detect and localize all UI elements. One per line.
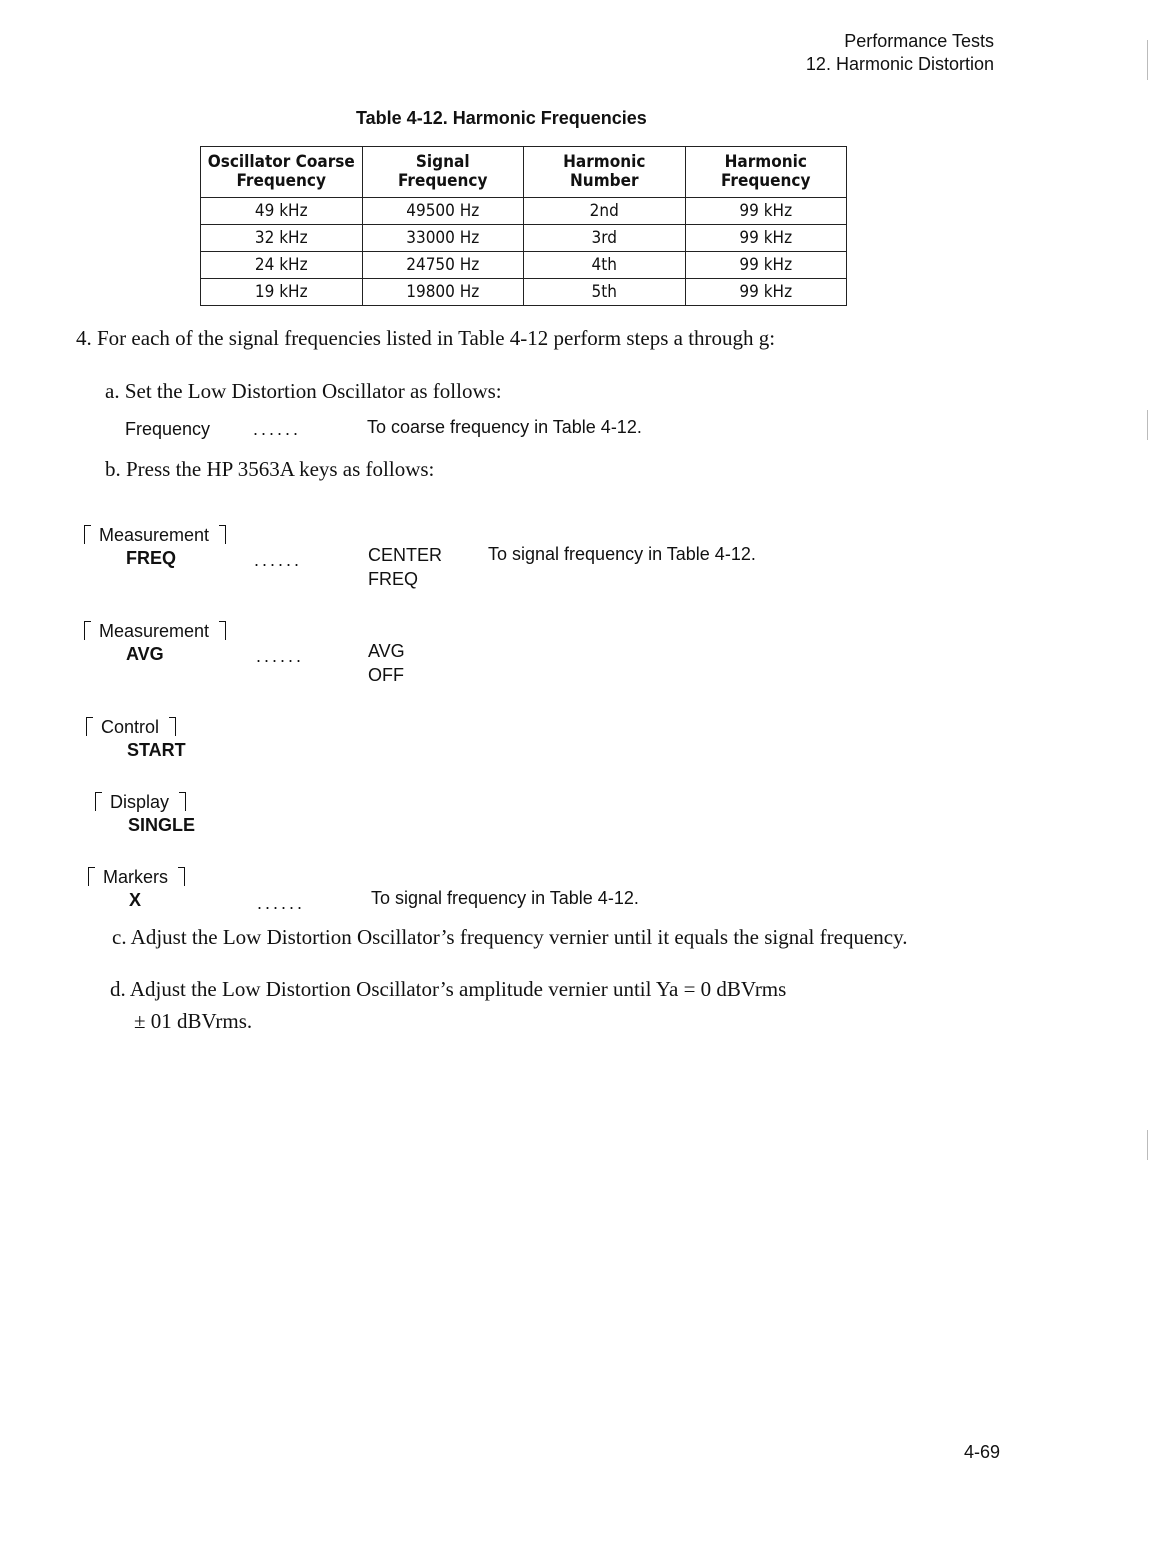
osc-frequency-label: Frequency: [125, 419, 211, 439]
table-cell: 3rd: [524, 225, 686, 252]
key-group-markers: Markers: [88, 867, 185, 888]
key-freq-dots: ......: [254, 550, 303, 570]
step-d-line1: d. Adjust the Low Distortion Oscillator’s amplitude vernier until Ya = 0 dBVrms: [110, 977, 787, 1001]
marker-x-note: To signal frequency in Table 4-12.: [371, 888, 639, 908]
bracket-right-icon: [179, 792, 186, 811]
scan-edge-mark: [1147, 40, 1148, 80]
key-x[interactable]: X: [129, 890, 142, 910]
table-cell: 99 kHz: [685, 225, 847, 252]
table-cell: 19 kHz: [201, 279, 363, 306]
table-row: [201, 225, 847, 252]
step-c-text: c. Adjust the Low Distortion Oscillator’s frequency vernier until it equals the signal frequency.: [112, 925, 908, 949]
table-header-row: [201, 147, 847, 198]
osc-frequency-dots: ......: [253, 419, 302, 439]
softkey-avg-off-line2[interactable]: OFF: [368, 665, 404, 685]
softkey-center-freq-line1[interactable]: CENTER: [368, 545, 443, 565]
bracket-left-icon: [84, 525, 91, 544]
step-4-text: 4. For each of the signal frequencies listed in Table 4-12 perform steps a through g:: [76, 326, 776, 350]
key-group-control: Control: [86, 717, 176, 738]
table-cell: 99 kHz: [685, 252, 847, 279]
table-cell: 19800 Hz: [362, 279, 524, 306]
step-b-text: b. Press the HP 3563A keys as follows:: [105, 457, 435, 481]
bracket-left-icon: [84, 621, 91, 640]
table-row: [201, 198, 847, 225]
osc-frequency-value: To coarse frequency in Table 4-12.: [367, 417, 642, 437]
table-cell: 4th: [524, 252, 686, 279]
bracket-right-icon: [219, 621, 226, 640]
col-header-signal-freq: Signal Frequency: [362, 147, 524, 198]
table-cell: 24 kHz: [201, 252, 363, 279]
table-cell: 2nd: [524, 198, 686, 225]
table-row: [201, 279, 847, 306]
step-d-line2: ± 01 dBVrms.: [134, 1009, 253, 1033]
header-section: Performance Tests: [844, 31, 994, 51]
col-header-osc-coarse-freq: Oscillator Coarse Frequency: [201, 147, 363, 198]
key-group-measurement-2: Measurement: [84, 621, 226, 642]
table-row: [201, 252, 847, 279]
scan-edge-mark: [1147, 1130, 1148, 1160]
header-subsection: 12. Harmonic Distortion: [805, 54, 994, 74]
bracket-left-icon: [86, 717, 93, 736]
step-a-text: a. Set the Low Distortion Oscillator as follows:: [105, 379, 502, 403]
softkey-avg-off-line1[interactable]: AVG: [368, 641, 405, 661]
table-title: Table 4-12. Harmonic Frequencies: [356, 108, 647, 128]
table-cell: 32 kHz: [201, 225, 363, 252]
harmonic-frequencies-table: [200, 146, 847, 306]
table-cell: 24750 Hz: [362, 252, 524, 279]
table-cell: 33000 Hz: [362, 225, 524, 252]
table-cell: 49500 Hz: [362, 198, 524, 225]
key-single[interactable]: SINGLE: [128, 815, 196, 835]
scan-edge-mark: [1147, 410, 1148, 440]
col-header-harmonic-number: Harmonic Number: [524, 147, 686, 198]
bracket-right-icon: [219, 525, 226, 544]
col-header-harmonic-freq: Harmonic Frequency: [685, 147, 847, 198]
key-freq[interactable]: FREQ: [126, 548, 177, 568]
bracket-right-icon: [169, 717, 176, 736]
center-freq-note: To signal frequency in Table 4-12.: [488, 544, 756, 564]
bracket-right-icon: [178, 867, 185, 886]
key-start[interactable]: START: [127, 740, 186, 760]
table-cell: 49 kHz: [201, 198, 363, 225]
page-number: 4-69: [964, 1442, 1001, 1462]
table-cell: 99 kHz: [685, 279, 847, 306]
softkey-center-freq-line2[interactable]: FREQ: [368, 569, 419, 589]
bracket-left-icon: [88, 867, 95, 886]
key-group-display: Display: [95, 792, 186, 813]
key-avg[interactable]: AVG: [126, 644, 164, 664]
key-x-dots: ......: [257, 893, 306, 913]
table-cell: 99 kHz: [685, 198, 847, 225]
key-group-measurement: Measurement: [84, 525, 226, 546]
key-avg-dots: ......: [256, 646, 305, 666]
table-cell: 5th: [524, 279, 686, 306]
bracket-left-icon: [95, 792, 102, 811]
